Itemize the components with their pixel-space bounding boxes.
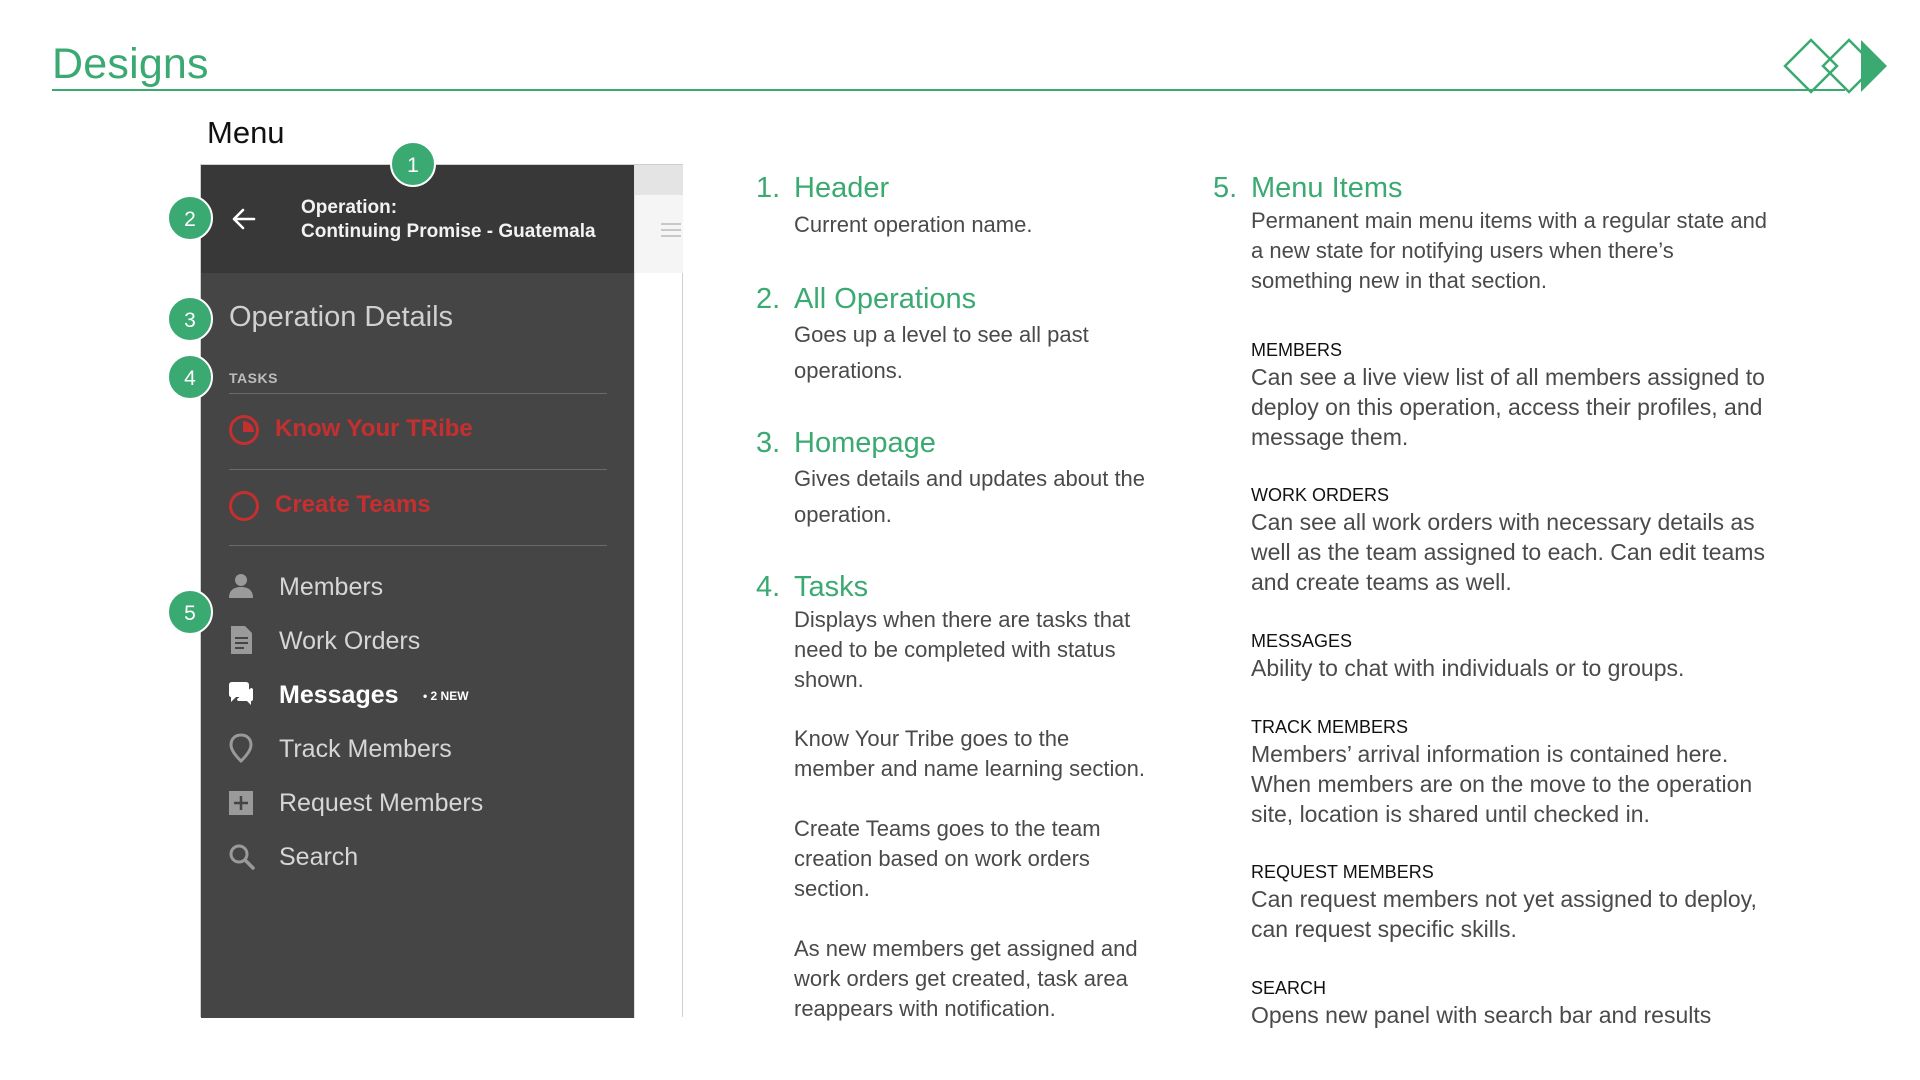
search-icon (227, 841, 255, 871)
subsection-heading-search: SEARCH (1251, 978, 1327, 998)
menu-item-label: Search (279, 843, 359, 871)
subsection-heading-track-members: TRACK MEMBERS (1251, 717, 1409, 737)
menu-item-label: Work Orders (279, 627, 421, 655)
desc-body-line: Displays when there are tasks that (794, 607, 1131, 632)
menu-item-label: Messages (279, 681, 399, 709)
subsection-line: well as the team assigned to each. Can edit teams (1251, 539, 1765, 565)
subsection-line: message them. (1251, 424, 1409, 450)
new-messages-badge: • 2 NEW (423, 689, 469, 703)
desc-body-line: Permanent main menu items with a regular state and (1251, 208, 1768, 233)
desc-body-line: Know Your Tribe goes to the (794, 726, 1070, 751)
callout-marker-2: 2 (167, 195, 213, 241)
desc-number: 2. (756, 283, 781, 315)
operation-details-link[interactable]: Operation Details (229, 301, 454, 333)
person-icon (227, 571, 255, 601)
desc-body-line: work orders get created, task area (794, 966, 1128, 991)
status-bar (635, 165, 683, 195)
subsection-heading-members: MEMBERS (1251, 340, 1343, 360)
desc-body-line: shown. (794, 667, 864, 692)
navigation-drawer (201, 165, 634, 1018)
divider (229, 393, 607, 394)
desc-title: All Operations (794, 283, 977, 315)
location-pin-icon (227, 733, 255, 763)
subsection-line: site, location is shared until checked in. (1251, 801, 1650, 827)
desc-body-line: member and name learning section. (794, 756, 1145, 781)
desc-body-line: Goes up a level to see all past (794, 322, 1089, 347)
operation-name: Continuing Promise - Guatemala (301, 221, 596, 242)
subsection-line: deploy on this operation, access their profiles, and (1251, 394, 1763, 420)
section-label: Menu (207, 115, 285, 150)
menu-item-request-members[interactable] (227, 779, 607, 825)
subsection-line: When members are on the move to the operation (1251, 771, 1753, 797)
content-peek (634, 165, 682, 1018)
desc-body-line: a new state for notifying users when there’s (1251, 238, 1674, 263)
desc-body: Current operation name. (794, 212, 1033, 237)
desc-title: Menu Items (1251, 172, 1403, 204)
subsection-line: Can request members not yet assigned to deploy, (1251, 886, 1757, 912)
task-create-teams[interactable] (229, 485, 607, 529)
menu-item-work-orders[interactable] (227, 617, 607, 663)
desc-number: 4. (756, 571, 781, 603)
desc-body-line: need to be completed with status (794, 637, 1116, 662)
desc-number: 5. (1213, 172, 1238, 204)
desc-body-line: something new in that section. (1251, 268, 1547, 293)
subsection-line: and create teams as well. (1251, 569, 1512, 595)
divider (229, 469, 607, 470)
tasks-section-label: TASKS (229, 370, 278, 386)
menu-item-messages[interactable] (227, 671, 607, 717)
desc-number: 3. (756, 427, 781, 459)
desc-body-line: As new members get assigned and (794, 936, 1138, 961)
desc-body-line: section. (794, 876, 870, 901)
callout-marker-5: 5 (167, 589, 213, 635)
task-know-your-tribe[interactable] (229, 409, 607, 453)
menu-item-members[interactable] (227, 563, 607, 609)
subsection-heading-work-orders: WORK ORDERS (1251, 485, 1390, 505)
desc-body-line: Gives details and updates about the (794, 466, 1146, 491)
task-label: Create Teams (275, 491, 431, 518)
menu-item-label: Members (279, 573, 384, 601)
arrow-left-icon[interactable] (230, 205, 258, 233)
menu-item-label: Track Members (279, 735, 452, 763)
subsection-line: can request specific skills. (1251, 916, 1517, 942)
operation-label: Operation: (301, 197, 398, 218)
subsection-line: Ability to chat with individuals or to groups. (1251, 655, 1685, 681)
callout-marker-3: 3 (167, 296, 213, 342)
desc-body-line: operation. (794, 502, 892, 527)
menu-item-track-members[interactable] (227, 725, 607, 771)
document-icon (227, 625, 255, 655)
callout-marker-1: 1 (390, 141, 436, 187)
desc-title: Homepage (794, 427, 936, 459)
subsection-heading-request-members: REQUEST MEMBERS (1251, 862, 1434, 882)
plus-box-icon (227, 787, 255, 817)
subsection-line: Can see all work orders with necessary details as (1251, 509, 1755, 535)
subsection-line: Opens new panel with search bar and results (1251, 1002, 1712, 1028)
desc-body-line: Create Teams goes to the team (794, 816, 1101, 841)
desc-title: Tasks (794, 571, 869, 603)
desc-number: 1. (756, 172, 781, 204)
subsection-line: Can see a live view list of all members assigned to (1251, 364, 1765, 390)
subsection-heading-messages: MESSAGES (1251, 631, 1353, 651)
task-label: Know Your TRibe (275, 415, 473, 442)
empty-ring-icon (229, 491, 259, 521)
menu-item-search[interactable] (227, 833, 607, 879)
divider (229, 545, 607, 546)
title-rule (52, 89, 1845, 91)
desc-body-line: creation based on work orders (794, 846, 1090, 871)
content-toolbar (635, 165, 683, 273)
desc-body-line: reappears with notification. (794, 996, 1056, 1021)
callout-marker-4: 4 (167, 354, 213, 400)
phone-mockup (200, 164, 683, 1017)
menu-item-label: Request Members (279, 789, 484, 817)
desc-body-line: operations. (794, 358, 903, 383)
subsection-line: Members’ arrival information is contained here. (1251, 741, 1729, 767)
brand-logo-icon (1783, 38, 1887, 94)
chat-bubble-icon (227, 679, 255, 709)
desc-title: Header (794, 172, 890, 204)
progress-ring-icon (229, 415, 259, 445)
page-title: Designs (52, 40, 209, 88)
hamburger-icon[interactable] (661, 223, 681, 241)
